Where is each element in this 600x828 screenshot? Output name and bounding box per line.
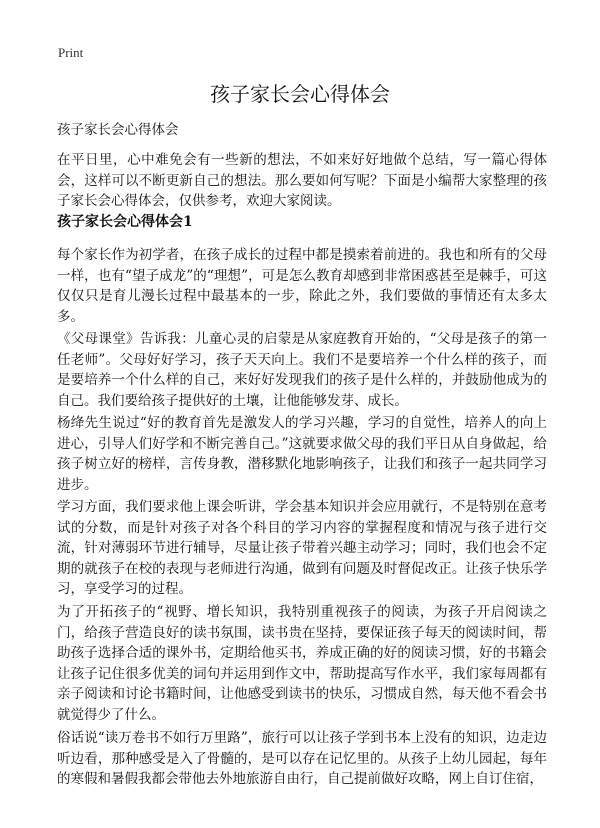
body-paragraph-1: 每个家长作为初学者，在孩子成长的过程中都是摸索着前进的。我也和所有的父母一样，也有“望子成龙”的“理想”，可是怎么教育却感到非常困惑甚至是棘手，可这仅仅只是育儿漫长过程中最基本的一步，除此之外，我们要做的事情还有太多太多。 <box>57 247 547 325</box>
section-heading: 孩子家长会心得体会1 <box>57 214 193 230</box>
body-paragraph-4: 学习方面，我们要求他上课会听讲，学会基本知识并会应用就行，不是特别在意考试的分数，而是针对孩子对各个科目的学习内容的掌握程度和情况与孩子进行交流，针对薄弱环节进行辅导，尽量让孩子带着兴趣主动学习；同时，我们也会不定期的就孩子在校的表现与老师进行沟通，做到有问题及时督促改正。让孩子快乐学习，享受学习的过程。 <box>57 499 547 597</box>
body-paragraph-5: 为了开拓孩子的“视野、增长知识，我特别重视孩子的阅读，为孩子开启阅读之门，给孩子营造良好的读书氛围，读书贵在坚持，要保证孩子每天的阅读时间，帮助孩子选择合适的课外书，定期给他买书，养成正确的好的阅读习惯，好的书籍会让孩子记住很多优美的词句并运用到作文中，帮助提高写作水平，我们家每周都有亲子阅读和讨论书籍时间，让他感受到读书的快乐，习惯成自然，每天他不看会书就觉得少了什么。 <box>57 604 547 723</box>
body-paragraph-3: 杨绛先生说过“好的教育首先是激发人的学习兴趣，学习的自觉性，培养人的向上进心，引导人们好学和不断完善自己。”这就要求做父母的我们平日从自身做起，给孩子树立好的榜样，言传身教，潜移默化地影响孩子，让我们和孩子一起共同学习进步。 <box>57 415 547 493</box>
body-paragraph-6: 俗话说“读万卷书不如行万里路”，旅行可以让孩子学到书本上没有的知识，边走边听边看，那种感受是入了骨髓的，是可以存在记忆里的。从孩子上幼儿园起，每年的寒假和暑假我都会带他去外地旅游自由行，自己提前做好攻略，网上自订住宿， <box>57 730 547 787</box>
document-subtitle: 孩子家长会心得体会 <box>57 122 179 138</box>
print-link[interactable]: Print <box>58 45 84 60</box>
document-title: 孩子家长会心得体会 <box>210 82 390 106</box>
body-paragraph-2: 《父母课堂》告诉我：儿童心灵的启蒙是从家庭教育开始的，“父母是孩子的第一任老师”。父母好好学习，孩子天天向上。我们不是要培养一个什么样的孩子，而是要培养一个什么样的自己，来好好发现我们的孩子是什么样的，并鼓励他成为的自己。我们要给孩子提供好的土壤，让他能够发芽、成长。 <box>57 331 547 409</box>
intro-paragraph: 在平日里，心中难免会有一些新的想法，不如来好好地做个总结，写一篇心得体会，这样可以不断更新自己的想法。那么要如何写呢？下面是小编帮大家整理的孩子家长会心得体会，仅供参考，欢迎大家阅读。 <box>57 152 547 209</box>
